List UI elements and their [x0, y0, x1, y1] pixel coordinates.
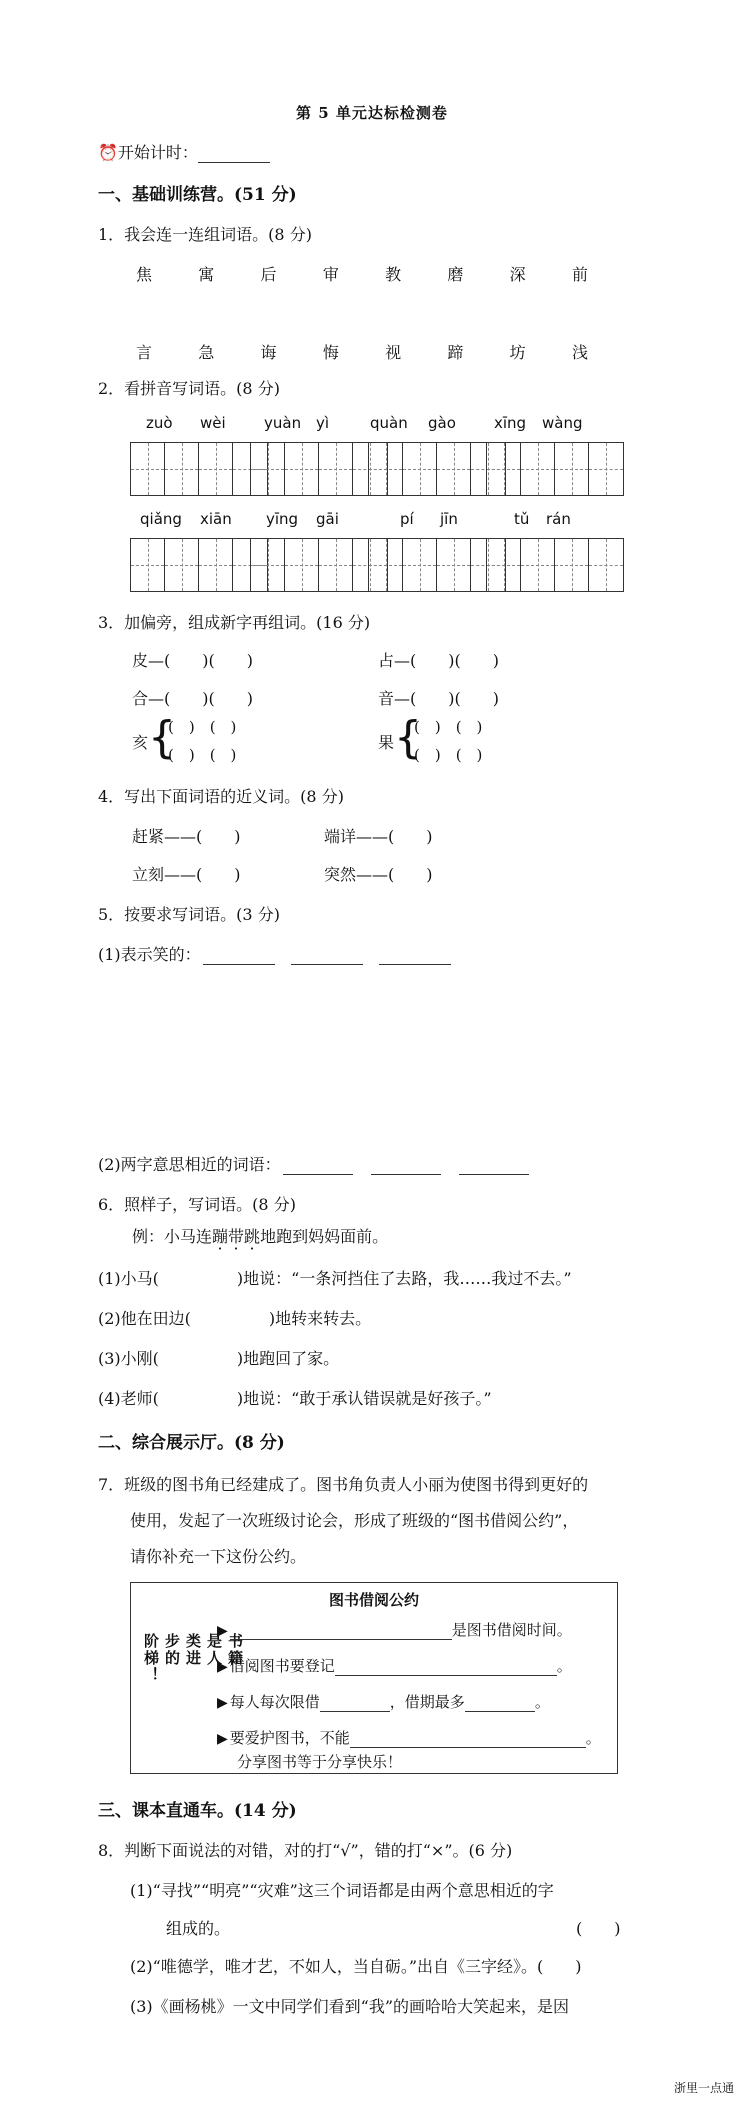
- section-2-heading: 二、综合展示厅。(8 分): [98, 1433, 285, 1453]
- q6-example-post: 地跑到妈妈面前。: [260, 1227, 389, 1246]
- brace-icon: {: [148, 712, 176, 763]
- pinyin: rán: [546, 510, 571, 528]
- q6-line-pre: (1)小马(: [98, 1269, 159, 1288]
- answer-blank[interactable]: [320, 1711, 390, 1712]
- q8-item: 组成的。: [166, 1919, 231, 1938]
- rule-4: [217, 1727, 601, 1748]
- q5-p2-label: (2)两字意思相近的词语：: [98, 1155, 281, 1174]
- q3-title: 3．加偏旁，组成新字再组词。(16 分): [98, 613, 371, 632]
- pinyin: gāi: [316, 510, 339, 528]
- q3-brace-char: 亥: [132, 733, 149, 752]
- q1-bottom-char[interactable]: 浅: [571, 343, 588, 362]
- pinyin: pí: [400, 510, 414, 528]
- q6-line-pre: (3)小刚(: [98, 1349, 159, 1368]
- pinyin: yuàn: [264, 414, 302, 432]
- q6-title: 6．照样子，写词语。(8 分): [98, 1195, 296, 1214]
- rule-5: 分享图书等于分享快乐！: [237, 1753, 403, 1771]
- answer-blank[interactable]: [230, 1639, 452, 1640]
- seal-col: 阶梯！: [142, 1633, 160, 1684]
- pinyin: xiān: [200, 510, 232, 528]
- pinyin: wàng: [542, 414, 583, 432]
- judge-parens[interactable]: ( ): [576, 1919, 621, 1938]
- timer-label: 开始计时：: [117, 143, 198, 162]
- q3-item[interactable]: 音—( )( ): [378, 689, 499, 708]
- q1-bottom-char[interactable]: 悔: [322, 343, 339, 362]
- q6-example-dotted-char: 带: [228, 1227, 245, 1246]
- q6-line-post: )地说：“敢于承认错误就是好孩子。”: [236, 1389, 492, 1408]
- writing-grid[interactable]: [486, 442, 624, 496]
- q4-item[interactable]: 赶紧——( ): [132, 827, 241, 846]
- rule-1: [217, 1619, 572, 1640]
- q3-item[interactable]: 皮—( )( ): [132, 651, 253, 670]
- answer-blank[interactable]: [459, 1174, 529, 1175]
- q6-line: [98, 1306, 371, 1329]
- q1-bottom-char[interactable]: 诲: [260, 343, 277, 362]
- q3-brace-char: 果: [378, 733, 395, 752]
- rule-text: 每人每次限借: [229, 1693, 320, 1711]
- pinyin: yì: [316, 414, 330, 432]
- timer-blank[interactable]: [198, 162, 270, 163]
- q4-title: 4．写出下面词语的近义词。(8 分): [98, 787, 344, 806]
- q6-line-post: )地转来转去。: [268, 1309, 372, 1328]
- q1-top-chars: [132, 262, 592, 285]
- answer-blank[interactable]: [379, 964, 451, 965]
- clock-icon: ⏰: [98, 143, 118, 162]
- writing-grid[interactable]: [130, 442, 268, 496]
- q1-title: 1．我会连一连组词语。(8 分): [98, 225, 312, 244]
- q1-bottom-char[interactable]: 坊: [509, 343, 526, 362]
- footer-brand: 浙里一点通: [673, 2081, 734, 2095]
- arrow-right-icon: ▶: [217, 1731, 228, 1747]
- pinyin: gào: [428, 414, 456, 432]
- q8-title: 8．判断下面说法的对错，对的打“√”，错的打“×”。(6 分): [98, 1841, 513, 1860]
- q1-top-char[interactable]: 磨: [447, 265, 464, 284]
- q6-line-post: )地跑回了家。: [236, 1349, 340, 1368]
- q3-item[interactable]: 合—( )( ): [132, 689, 253, 708]
- q4-item[interactable]: 立刻——( ): [132, 865, 241, 884]
- rule-end: 。: [556, 1657, 572, 1675]
- q5-p1-label: (1)表示笑的：: [98, 945, 201, 964]
- q3-pair[interactable]: ( ) ( ): [414, 746, 483, 764]
- pinyin: jīn: [440, 510, 458, 528]
- q6-line-pre: (4)老师(: [98, 1389, 159, 1408]
- section-1-heading: 一、基础训练营。(51 分): [98, 185, 297, 205]
- arrow-right-icon: ▶: [217, 1659, 228, 1675]
- q8-item: (1)“寻找”“明亮”“灾难”这三个词语都是由两个意思相近的字: [130, 1881, 554, 1900]
- rule-2: [217, 1655, 572, 1676]
- q6-example-dotted-char: 跳: [244, 1227, 261, 1246]
- q1-top-char[interactable]: 审: [322, 265, 339, 284]
- seal-col: 是人: [205, 1633, 223, 1667]
- q1-top-char[interactable]: 深: [509, 265, 526, 284]
- seal-col: 书籍: [226, 1633, 244, 1667]
- q1-top-char[interactable]: 寓: [198, 265, 215, 284]
- seal-col: 类进: [184, 1633, 202, 1667]
- q1-top-char[interactable]: 前: [571, 265, 588, 284]
- library-convention-box: [130, 1582, 618, 1774]
- q7-text: 使用，发起了一次班级讨论会，形成了班级的“图书借阅公约”，: [130, 1511, 579, 1530]
- q5-title: 5．按要求写词语。(3 分): [98, 905, 280, 924]
- rule-text: 是图书借阅时间。: [451, 1621, 572, 1639]
- q1-top-char[interactable]: 后: [260, 265, 277, 284]
- q2-title: 2．看拼音写词语。(8 分): [98, 379, 280, 398]
- rule-text: 要爱护图书，不能: [229, 1729, 350, 1747]
- q1-bottom-chars: [132, 340, 592, 363]
- pinyin: wèi: [200, 414, 226, 432]
- q5-part-1: [98, 942, 451, 965]
- rule-text: 借阅图书要登记: [229, 1657, 335, 1675]
- seal-col: 步的: [163, 1633, 181, 1667]
- answer-blank[interactable]: [335, 1675, 557, 1676]
- rule-end: 。: [585, 1729, 601, 1747]
- answer-blank[interactable]: [283, 1174, 353, 1175]
- timer: [98, 140, 270, 163]
- q8-item: (2)“唯德学，唯才艺，不如人，当自砺。”出自《三字经》。( ): [130, 1957, 582, 1976]
- pinyin: zuò: [146, 414, 173, 432]
- pinyin: yīng: [266, 510, 299, 528]
- answer-blank[interactable]: [203, 964, 275, 965]
- q6-line-post: )地说：“一条河挡住了去路，我……我过不去。”: [236, 1269, 572, 1288]
- answer-blank[interactable]: [465, 1711, 535, 1712]
- writing-grid[interactable]: [486, 538, 624, 592]
- writing-grid[interactable]: [130, 538, 268, 592]
- pinyin: quàn: [370, 414, 408, 432]
- box-title: 图书借阅公约: [328, 1591, 419, 1609]
- q4-item[interactable]: 端详——( ): [324, 827, 433, 846]
- q7-text: 7．班级的图书角已经建成了。图书角负责人小丽为使图书得到更好的: [98, 1475, 589, 1494]
- q3-item[interactable]: 占—( )( ): [378, 651, 499, 670]
- q3-pair[interactable]: ( ) ( ): [414, 718, 483, 736]
- q6-example: [132, 1224, 388, 1247]
- q6-line: [98, 1266, 572, 1289]
- q8-item: (3)《画杨桃》一文中同学们看到“我”的画哈哈大笑起来，是因: [130, 1997, 570, 2016]
- q6-line: [98, 1346, 339, 1369]
- q3-pair[interactable]: ( ) ( ): [168, 718, 237, 736]
- q1-top-char[interactable]: 教: [385, 265, 402, 284]
- q6-example-dotted-char: 蹦: [212, 1227, 229, 1246]
- page-title: 第 5 单元达标检测卷: [296, 104, 448, 122]
- q4-item[interactable]: 突然——( ): [324, 865, 433, 884]
- arrow-right-icon: ▶: [217, 1623, 228, 1639]
- q1-top-char[interactable]: 焦: [135, 265, 152, 284]
- rule-text: ，借期最多: [389, 1693, 465, 1711]
- q3-pair[interactable]: ( ) ( ): [168, 746, 237, 764]
- answer-blank[interactable]: [291, 964, 363, 965]
- rule-end: 。: [534, 1693, 550, 1711]
- q6-example-pre: 例：小马连: [132, 1227, 213, 1246]
- q1-bottom-char[interactable]: 言: [135, 343, 152, 362]
- q6-line: [98, 1386, 492, 1409]
- rule-3: [217, 1691, 550, 1712]
- pinyin: qiǎng: [140, 510, 182, 528]
- q5-part-2: [98, 1152, 529, 1175]
- q1-bottom-char[interactable]: 蹄: [447, 343, 464, 362]
- answer-blank[interactable]: [350, 1747, 586, 1748]
- q1-bottom-char[interactable]: 急: [198, 343, 215, 362]
- q7-text: 请你补充一下这份公约。: [130, 1547, 307, 1566]
- pinyin: xīng: [494, 414, 527, 432]
- q6-line-pre: (2)他在田边(: [98, 1309, 191, 1328]
- section-3-heading: 三、课本直通车。(14 分): [98, 1801, 297, 1821]
- arrow-right-icon: ▶: [217, 1695, 228, 1711]
- answer-blank[interactable]: [371, 1174, 441, 1175]
- pinyin: tǔ: [514, 510, 530, 528]
- brace-icon: {: [394, 712, 422, 763]
- q1-bottom-char[interactable]: 视: [385, 343, 402, 362]
